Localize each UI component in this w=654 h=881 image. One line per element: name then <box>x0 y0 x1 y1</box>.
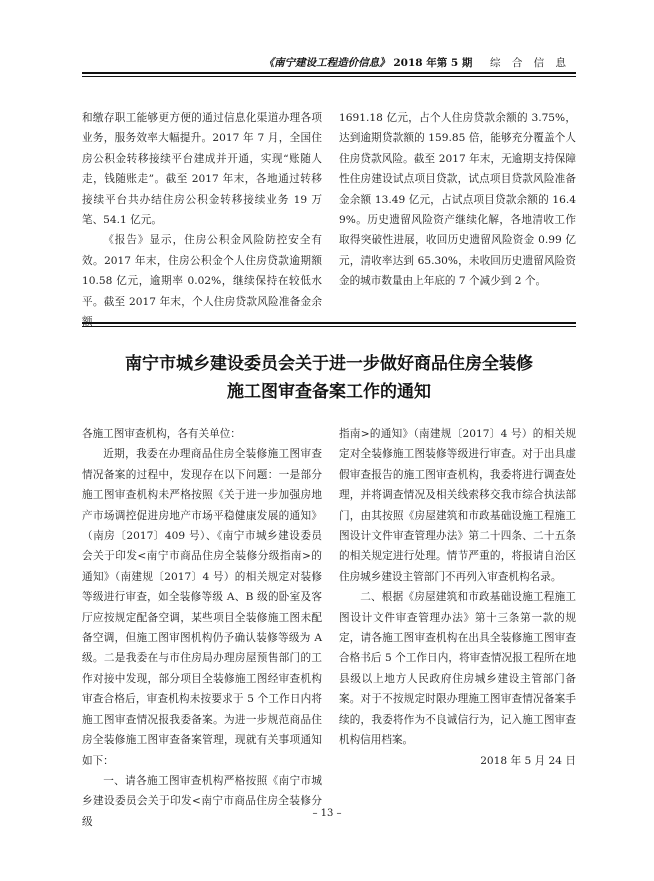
previous-article-left-column <box>82 108 322 332</box>
previous-article-right-column <box>339 108 576 292</box>
page-number: – 13 – <box>312 808 342 819</box>
paragraph: 1691.18 亿元，占个人住房贷款余额的 3.75%，达到逾期贷款额的 159.85 倍，能够充分覆盖个人住房贷款风险。截至 2017 年末，无逾期支持保障性住房建设试点项目贷款，试点项目贷款风险准备金余额 13.49 亿元，占试点项目贷款余额的 16.49%。历史遗留风险资产继续化解，各地清收工作取得突破性进展，收回历史遗留风险资金 0.99 亿元，清收率达到 65.30%，未收回历史遗留风险资金的城市数量由上年底的 7 个减少到 2 个。 <box>339 112 576 288</box>
journal-name: 《南宁建设工程造价信息》 <box>263 57 390 69</box>
article-title <box>82 350 576 406</box>
running-header <box>170 55 570 73</box>
salutation: 各施工图审查机构，各有关单位： <box>82 428 241 440</box>
paragraph: 《报告》显示，住房公积金风险防控安全有效。2017 年末，住房公积金个人住房贷款逾期额 10.58 亿元，逾期率 0.02%，继续保持在较低水平。截至 2017 年末，个人住房贷款风险准备金余 <box>82 234 322 308</box>
header-rule-thin <box>82 76 576 77</box>
title-line-1: 南宁市城乡建设委员会关于进一步做好商品住房全装修 <box>125 354 533 374</box>
paragraph: 一、请各施工图审查机构严格按照《南宁市城乡建设委员会关于印发<南宁市商品住房全装修分级 <box>82 774 322 828</box>
article-divider <box>82 322 576 324</box>
article-divider-thin <box>82 326 576 327</box>
notice-left-column <box>82 424 322 832</box>
paragraph: 二、根据《房屋建筑和市政基础设施工程施工图设计文件审查管理办法》第十三条第一款的规定，请各施工图审查机构在出具全装修施工图审查合格书后 5 个工作日内，将审查情况报工程所在地县级以上地方人民政府住房城乡建设主管部门备案。对于不按规定时限办理施工图审查情况备案手续的，我委将作为不良诚信行为，记入施工图审查机构信用档案。 <box>339 591 576 747</box>
notice-right-column <box>339 424 576 771</box>
notice-date: 2018 年 5 月 24 日 <box>480 754 576 767</box>
header-rule <box>82 72 576 74</box>
issue-number: 2018 年第 5 期 <box>393 57 473 69</box>
paragraph: 指南>的通知》（南建规〔2017〕4 号）的相关规定对全装修施工图装修等级进行审查。对于出具虚假审查报告的施工图审查机构，我委将进行调查处理，并将调查情况及相关线索移交我市综合执法部门，由其按照《房屋建筑和市政基础设施工程施工图设计文件审查管理办法》第二十四条、二十五条的相关规定进行处理。情节严重的，将报请自治区住房城乡建设主管部门不再列入审查机构名录。 <box>339 428 576 583</box>
paragraph: 和缴存职工能够更方便的通过信息化渠道办理各项业务，服务效率大幅提升。2017 年 7 月，全国住房公积金转移接续平台建成并开通，实现“账随人走，钱随账走”。截至 2017 年末，各地通过转移接续平台共办结住房公积金转移接续业务 19 万笔、54.1 亿元。 <box>82 112 322 227</box>
section-name: 综 合 信 息 <box>489 57 570 69</box>
title-line-2: 施工图审查备案工作的通知 <box>227 382 431 402</box>
paragraph: 近期，我委在办理商品住房全装修施工图审查情况备案的过程中，发现存在以下问题：一是部分施工图审查机构未严格按照《关于进一步加强房地产市场调控促进房地产市场平稳健康发展的通知》（南房〔2017〕409 号）、《南宁市城乡建设委员会关于印发<南宁市商品住房全装修分级指南>的通知》（南建规〔2017〕4 号）的相关规定对装修等级进行审查，如全装修等级 A、B 级的卧室及客厅应按规定配备空调，某些项目全装修施工图未配备空调，但施工图审图机构仍予确认装修等级为 A 级。二是我委在与市住房局办理房屋预售部门的工作对接中发现，部分项目全装修施工图经审查机构审查合格后，审查机构未按要求于 5 个工作日内将施工图审查情况报我委备案。为进一步规范商品住房全装修施工图审查备案管理，现就有关事项通知如下： <box>82 448 322 767</box>
